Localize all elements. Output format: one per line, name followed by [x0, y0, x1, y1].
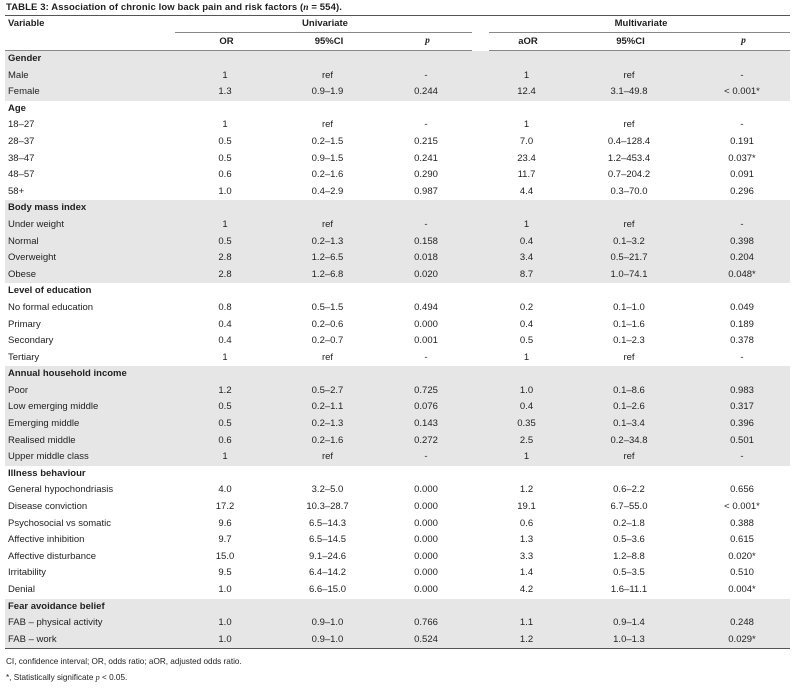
aor-cell: 3.3	[519, 550, 534, 562]
or-cell: 0.5	[218, 152, 232, 164]
ci-cell: 0.1–8.6	[564, 383, 694, 400]
abbreviation-footnote: CI, confidence interval; OR, odds ratio; aOR, adjusted odds ratio.	[6, 657, 242, 666]
aor-cell: 0.4	[489, 399, 564, 416]
table-row	[5, 68, 790, 85]
ci-cell: 3.1–49.8	[564, 84, 694, 101]
ci-cell: 1.6–11.1	[610, 584, 648, 595]
ci-cell: 0.1–1.0	[613, 301, 645, 313]
p-cell: 0.000	[414, 517, 438, 529]
or-cell: 0.4	[218, 318, 232, 330]
row-label: 38–47	[8, 152, 35, 164]
ci-cell: 0.5–21.7	[564, 250, 694, 267]
ci-cell: 3.2–5.0	[311, 484, 344, 496]
or-cell: 17.2	[215, 501, 235, 513]
ci-cell: 0.5–2.7	[275, 383, 380, 400]
or-cell: 4.0	[218, 484, 232, 496]
ci-cell: ref	[321, 351, 334, 363]
section-header-row	[5, 466, 790, 483]
significance-footnote: *, Statistically significate p < 0.05.	[6, 673, 128, 682]
p-cell: 0.615	[730, 534, 754, 546]
or-header: OR	[175, 33, 275, 51]
row-label: Under weight	[5, 217, 175, 234]
section-header-row	[5, 599, 790, 616]
ci-cell: 0.2–0.6	[311, 318, 344, 330]
p-cell: 0.290	[414, 169, 438, 181]
p-cell: 0.388	[730, 517, 754, 529]
variable-header: Variable	[8, 18, 45, 30]
aor-cell: 2.5	[489, 433, 564, 450]
table-row	[5, 582, 790, 599]
row-label: Affective disturbance	[8, 550, 97, 562]
section-label: Annual household income	[5, 366, 790, 383]
table-row	[5, 151, 790, 168]
p-cell: 0.020*	[728, 550, 756, 562]
or-cell: 1.0	[175, 615, 275, 632]
aor-cell: 4.2	[519, 584, 534, 595]
row-label: 28–37	[8, 135, 35, 147]
row-label: Realised middle	[5, 433, 175, 450]
or-cell: 15.0	[215, 550, 235, 562]
p-cell: 0.000	[414, 584, 438, 595]
ci-cell: 0.5–1.5	[311, 301, 344, 313]
ci-cell: ref	[321, 119, 334, 131]
p-cell: 0.510	[730, 567, 754, 579]
ci-cell: 0.1–1.6	[613, 318, 645, 330]
p-cell: 0.001	[414, 335, 438, 347]
p-header-univariate: p	[380, 33, 472, 51]
ci-cell: 10.3–28.7	[306, 501, 349, 513]
ci-cell: 1.2–8.8	[613, 550, 645, 562]
p-cell: 0.189	[730, 318, 754, 330]
univariate-header: Univariate	[175, 16, 472, 33]
p-cell: 0.048*	[694, 267, 790, 284]
table-row	[5, 516, 790, 533]
p-cell: 0.004*	[728, 584, 756, 595]
aor-cell: 4.4	[519, 185, 534, 197]
aor-cell: 1	[523, 119, 530, 131]
ci-cell: 1.2–6.5	[275, 250, 380, 267]
section-header-row	[5, 283, 790, 300]
p-cell: 0.191	[730, 135, 754, 147]
ci-cell: 0.6–2.2	[613, 484, 645, 496]
aor-cell: 1.2	[489, 632, 564, 649]
or-cell: 9.7	[218, 534, 232, 546]
section-label: Illness behaviour	[8, 467, 86, 479]
row-label: Denial	[8, 584, 35, 595]
ci-cell: 1.0–1.3	[564, 632, 694, 649]
p-cell: 0.158	[380, 234, 472, 251]
ci-cell: 0.4–2.9	[311, 185, 344, 197]
row-label: Emerging middle	[5, 416, 175, 433]
or-cell: 1	[175, 449, 275, 466]
or-cell: 0.5	[218, 135, 232, 147]
table-row	[5, 615, 790, 632]
ci-cell: 6.4–14.2	[309, 567, 346, 579]
table-row	[5, 532, 790, 549]
section-header-row	[5, 101, 790, 118]
row-label: Primary	[8, 318, 41, 330]
ci-cell: 0.2–1.5	[311, 135, 344, 147]
ci-cell: 0.9–1.9	[275, 84, 380, 101]
p-cell: 0.248	[694, 615, 790, 632]
p-cell: 0.317	[694, 399, 790, 416]
p-cell: -	[694, 68, 790, 85]
or-cell: 2.8	[175, 267, 275, 284]
p-cell: -	[740, 119, 744, 131]
ci-cell: 0.9–1.0	[275, 615, 380, 632]
p-cell: 0.029*	[694, 632, 790, 649]
or-cell: 1.3	[175, 84, 275, 101]
or-cell: 0.6	[218, 169, 232, 181]
row-label: 58+	[8, 185, 25, 197]
table-row	[5, 549, 790, 566]
p-cell: -	[380, 217, 472, 234]
table-row	[5, 632, 790, 649]
table-row	[5, 565, 790, 582]
ci-cell: 0.5–3.6	[613, 534, 645, 546]
p-cell: 0.656	[730, 484, 754, 496]
row-label: Low emerging middle	[5, 399, 175, 416]
p-cell: 0.020	[380, 267, 472, 284]
p-cell: 0.766	[380, 615, 472, 632]
or-cell: 0.8	[218, 301, 232, 313]
or-cell: 1	[175, 217, 275, 234]
table-row	[5, 416, 790, 433]
row-label: Irritability	[8, 567, 47, 579]
aor-cell: 1.4	[519, 567, 534, 579]
or-cell: 1.0	[218, 185, 232, 197]
ci-cell: 0.1–3.4	[564, 416, 694, 433]
p-cell: 0.000	[414, 318, 438, 330]
row-label: Upper middle class	[5, 449, 175, 466]
ci-cell: 0.3–70.0	[610, 185, 648, 197]
aor-cell: 1.3	[519, 534, 534, 546]
p-cell: 0.396	[694, 416, 790, 433]
or-cell: 1	[222, 351, 228, 363]
table-row	[5, 234, 790, 251]
table-row	[5, 482, 790, 499]
ci-cell: 1.0–74.1	[564, 267, 694, 284]
p-cell: 0.037*	[728, 152, 756, 164]
ci-cell: 0.1–2.6	[564, 399, 694, 416]
ci-cell: 6.7–55.0	[610, 501, 648, 513]
ci-cell: 0.2–1.6	[311, 169, 344, 181]
p-cell: -	[380, 449, 472, 466]
aor-cell: 1	[523, 351, 530, 363]
table-row	[5, 499, 790, 516]
p-cell: -	[424, 351, 428, 363]
p-cell: 0.018	[380, 250, 472, 267]
results-table	[5, 15, 790, 649]
or-cell: 0.5	[175, 399, 275, 416]
p-cell: 0.987	[414, 185, 438, 197]
ci-cell: 1.2–453.4	[607, 152, 651, 164]
or-cell: 1	[175, 68, 275, 85]
table-row	[5, 350, 790, 367]
table-row	[5, 267, 790, 284]
aor-cell: 0.4	[519, 318, 534, 330]
aor-cell: 1	[489, 449, 564, 466]
aor-cell: 7.0	[519, 135, 534, 147]
table-row	[5, 399, 790, 416]
aor-cell: 1.0	[489, 383, 564, 400]
multivariate-header: Multivariate	[489, 16, 790, 33]
ci-cell: 0.9–1.0	[275, 632, 380, 649]
p-cell: -	[694, 217, 790, 234]
row-label: Secondary	[8, 335, 54, 347]
ci-cell: 0.1–2.3	[613, 335, 645, 347]
ci-cell: 0.2–1.3	[275, 234, 380, 251]
p-cell: 0.494	[414, 301, 438, 313]
ci-cell: 0.5–3.5	[613, 567, 645, 579]
ci-cell: 0.2–1.3	[275, 416, 380, 433]
p-cell: 0.378	[730, 335, 754, 347]
p-cell: 0.983	[694, 383, 790, 400]
p-cell: 0.204	[694, 250, 790, 267]
aor-cell: 0.5	[519, 335, 534, 347]
p-cell: 0.000	[414, 534, 438, 546]
ci-cell: 1.2–6.8	[275, 267, 380, 284]
p-cell: 0.000	[414, 550, 438, 562]
row-label: No formal education	[8, 301, 94, 313]
p-cell: 0.244	[380, 84, 472, 101]
table-row	[5, 167, 790, 184]
table-row	[5, 300, 790, 317]
column-header-row	[5, 33, 790, 51]
row-label: General hypochondriasis	[8, 484, 114, 496]
row-label: Psychosocial vs somatic	[8, 517, 111, 529]
row-label: Obese	[5, 267, 175, 284]
or-cell: 1	[222, 119, 228, 131]
p-cell: 0.725	[380, 383, 472, 400]
ci-cell: 6.6–15.0	[309, 584, 346, 595]
table-row	[5, 317, 790, 334]
p-cell: -	[380, 68, 472, 85]
ci-cell: 6.5–14.3	[309, 517, 346, 529]
aor-cell: 1.2	[519, 484, 534, 496]
p-cell: 0.143	[380, 416, 472, 433]
ci-cell: ref	[275, 217, 380, 234]
aor-header: aOR	[489, 33, 564, 51]
or-cell: 1.0	[218, 584, 232, 595]
section-label: Age	[8, 102, 26, 114]
table-row	[5, 449, 790, 466]
or-cell: 0.5	[175, 416, 275, 433]
p-cell: 0.215	[414, 135, 438, 147]
aor-cell: 1.1	[489, 615, 564, 632]
ci-cell: 0.9–1.4	[564, 615, 694, 632]
section-header-row	[5, 200, 790, 217]
aor-cell: 8.7	[489, 267, 564, 284]
or-cell: 1.0	[175, 632, 275, 649]
ci-header-univariate: 95%CI	[275, 33, 380, 51]
p-cell: 0.272	[380, 433, 472, 450]
ci-cell: 9.1–24.6	[309, 550, 346, 562]
row-label: Tertiary	[8, 351, 40, 363]
row-label: FAB – work	[5, 632, 175, 649]
aor-cell: 3.4	[489, 250, 564, 267]
row-label: 48–57	[8, 169, 35, 181]
aor-cell: 0.2	[519, 301, 534, 313]
or-cell: 1.2	[175, 383, 275, 400]
row-label: FAB – physical activity	[5, 615, 175, 632]
p-cell: < 0.001*	[724, 501, 760, 513]
ci-cell: ref	[275, 449, 380, 466]
aor-cell: 12.4	[489, 84, 564, 101]
p-cell: 0.049	[730, 301, 754, 313]
table-row	[5, 250, 790, 267]
p-cell: 0.000	[414, 484, 438, 496]
p-cell: 0.241	[414, 152, 438, 164]
table-row	[5, 217, 790, 234]
section-header-row	[5, 51, 790, 68]
aor-cell: 1	[489, 217, 564, 234]
ci-cell: ref	[623, 351, 635, 363]
section-label: Gender	[5, 51, 790, 68]
table-row	[5, 433, 790, 450]
p-cell: 0.000	[414, 501, 438, 513]
p-cell: 0.076	[380, 399, 472, 416]
or-cell: 0.6	[175, 433, 275, 450]
p-cell: 0.000	[414, 567, 438, 579]
table-row	[5, 383, 790, 400]
or-cell: 0.4	[218, 335, 232, 347]
ci-header-multivariate: 95%CI	[564, 33, 694, 51]
table-row	[5, 134, 790, 151]
aor-cell: 1	[489, 68, 564, 85]
ci-cell: 0.2–0.7	[311, 335, 344, 347]
aor-cell: 19.1	[517, 501, 536, 513]
ci-cell: ref	[275, 68, 380, 85]
ci-cell: ref	[564, 217, 694, 234]
row-label: 18–27	[8, 119, 35, 131]
row-label: Overweight	[5, 250, 175, 267]
p-cell: 0.524	[380, 632, 472, 649]
p-header-multivariate: p	[694, 33, 790, 51]
section-label: Body mass index	[5, 200, 790, 217]
ci-cell: 0.2–34.8	[564, 433, 694, 450]
row-label: Normal	[5, 234, 175, 251]
ci-cell: 0.1–3.2	[564, 234, 694, 251]
row-label: Male	[5, 68, 175, 85]
table-row	[5, 184, 790, 201]
ci-cell: ref	[623, 119, 635, 131]
aor-cell: 23.4	[517, 152, 536, 164]
aor-cell: 0.35	[489, 416, 564, 433]
ci-cell: ref	[564, 449, 694, 466]
row-label: Affective inhibition	[8, 534, 85, 546]
table-caption: TABLE 3: Association of chronic low back pain and risk factors (n = 554).	[6, 2, 342, 13]
group-header-row	[5, 16, 790, 33]
p-cell: 0.091	[730, 169, 754, 181]
section-header-row	[5, 366, 790, 383]
or-cell: 9.6	[218, 517, 232, 529]
ci-cell: 0.2–1.8	[613, 517, 645, 529]
row-label: Disease conviction	[8, 501, 88, 513]
p-cell: -	[424, 119, 428, 131]
p-cell: < 0.001*	[694, 84, 790, 101]
aor-cell: 0.6	[519, 517, 534, 529]
table-row	[5, 84, 790, 101]
ci-cell: 0.2–1.1	[275, 399, 380, 416]
p-cell: 0.296	[730, 185, 754, 197]
aor-cell: 11.7	[517, 169, 536, 181]
ci-cell: 6.5–14.5	[309, 534, 346, 546]
aor-cell: 0.4	[489, 234, 564, 251]
or-cell: 0.5	[175, 234, 275, 251]
p-cell: -	[740, 351, 744, 363]
p-cell: 0.398	[694, 234, 790, 251]
row-label: Poor	[5, 383, 175, 400]
ci-cell: ref	[564, 68, 694, 85]
or-cell: 2.8	[175, 250, 275, 267]
p-cell: -	[694, 449, 790, 466]
ci-cell: 0.4–128.4	[607, 135, 651, 147]
row-label: Female	[5, 84, 175, 101]
ci-cell: 0.7–204.2	[607, 169, 651, 181]
p-cell: 0.501	[694, 433, 790, 450]
table-row	[5, 333, 790, 350]
ci-cell: 0.2–1.6	[275, 433, 380, 450]
or-cell: 9.5	[218, 567, 232, 579]
section-label: Level of education	[8, 285, 92, 297]
ci-cell: 0.9–1.5	[311, 152, 344, 164]
table-row	[5, 117, 790, 134]
section-label: Fear avoidance belief	[5, 599, 790, 616]
